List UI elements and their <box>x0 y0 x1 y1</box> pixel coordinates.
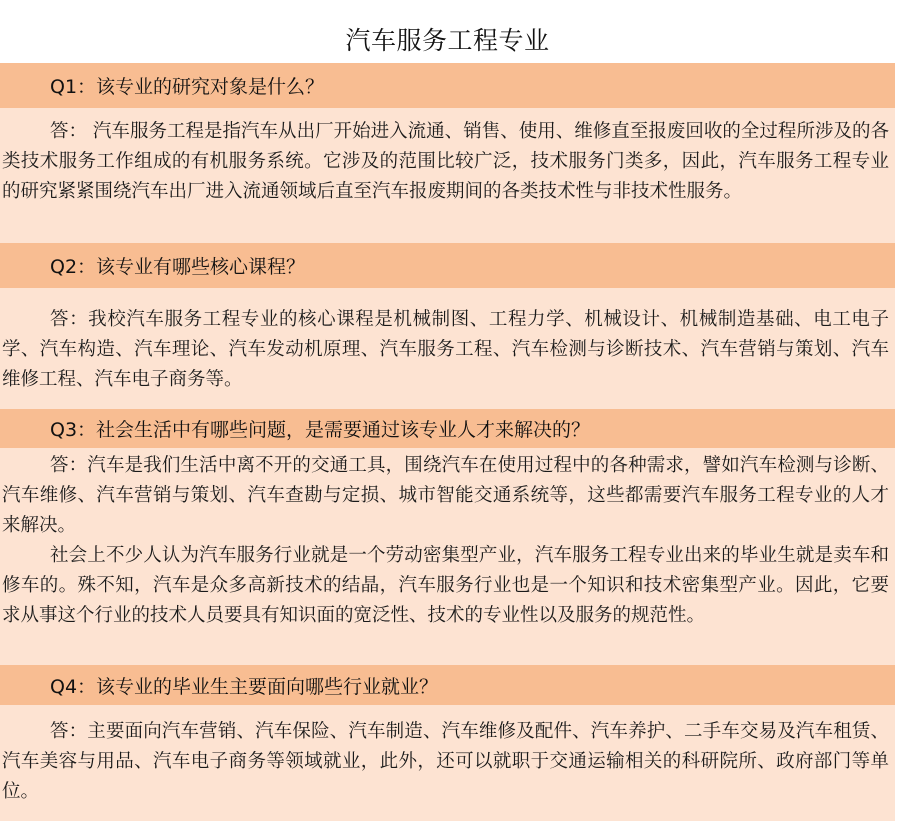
question-bar-q2 <box>0 243 895 288</box>
question-text: Q1：该专业的研究对象是什么？ <box>50 76 325 98</box>
answer-block-q2 <box>0 288 895 409</box>
answer-block-q4 <box>0 705 895 821</box>
answer-block-q3 <box>0 448 895 665</box>
answer-paragraph: 答：主要面向汽车营销、汽车保险、汽车制造、汽车维修及配件、汽车养护、二手车交易及汽车租赁、汽车美容与用品、汽车电子商务等领域就业，此外，还可以就职于交通运输相关的科研院所、政府部门等单位。 <box>2 721 889 802</box>
page-title: 汽车服务工程专业 <box>345 26 550 55</box>
question-bar-q3 <box>0 409 895 448</box>
answer-block-q1 <box>0 108 895 243</box>
question-bar-q4 <box>0 665 895 705</box>
answer-paragraph: 答：我校汽车服务工程专业的核心课程是机械制图、工程力学、机械设计、机械制造基础、电工电子学、汽车构造、汽车理论、汽车发动机原理、汽车服务工程、汽车检测与诊断技术、汽车营销与策划、汽车维修工程、汽车电子商务等。 <box>2 309 889 390</box>
answer-paragraph: 社会上不少人认为汽车服务行业就是一个劳动密集型产业，汽车服务工程专业出来的毕业生就是卖车和修车的。殊不知，汽车是众多高新技术的结晶，汽车服务行业也是一个知识和技术密集型产业。因此，它要求从事这个行业的技术人员要具有知识面的宽泛性、技术的专业性以及服务的规范性。 <box>2 545 889 626</box>
question-text: Q3：社会生活中有哪些问题，是需要通过该专业人才来解决的？ <box>50 419 591 441</box>
answer-paragraph: 答：汽车是我们生活中离不开的交通工具，围绕汽车在使用过程中的各种需求，譬如汽车检测与诊断、汽车维修、汽车营销与策划、汽车查勘与定损、城市智能交通系统等，这些都需要汽车服务工程专业的人才来解决。 <box>2 455 889 536</box>
question-text: Q2：该专业有哪些核心课程？ <box>50 256 306 278</box>
question-bar-q1 <box>0 63 895 108</box>
answer-paragraph: 答： 汽车服务工程是指汽车从出厂开始进入流通、销售、使用、维修直至报废回收的全过程所涉及的各类技术服务工作组成的有机服务系统。它涉及的范围比较广泛，技术服务门类多，因此，汽车服务工程专业的研究紧紧围绕汽车出厂进入流通领域后直至汽车报废期间的各类技术性与非技术性服务。 <box>2 121 889 202</box>
question-text: Q4：该专业的毕业生主要面向哪些行业就业？ <box>50 675 439 698</box>
